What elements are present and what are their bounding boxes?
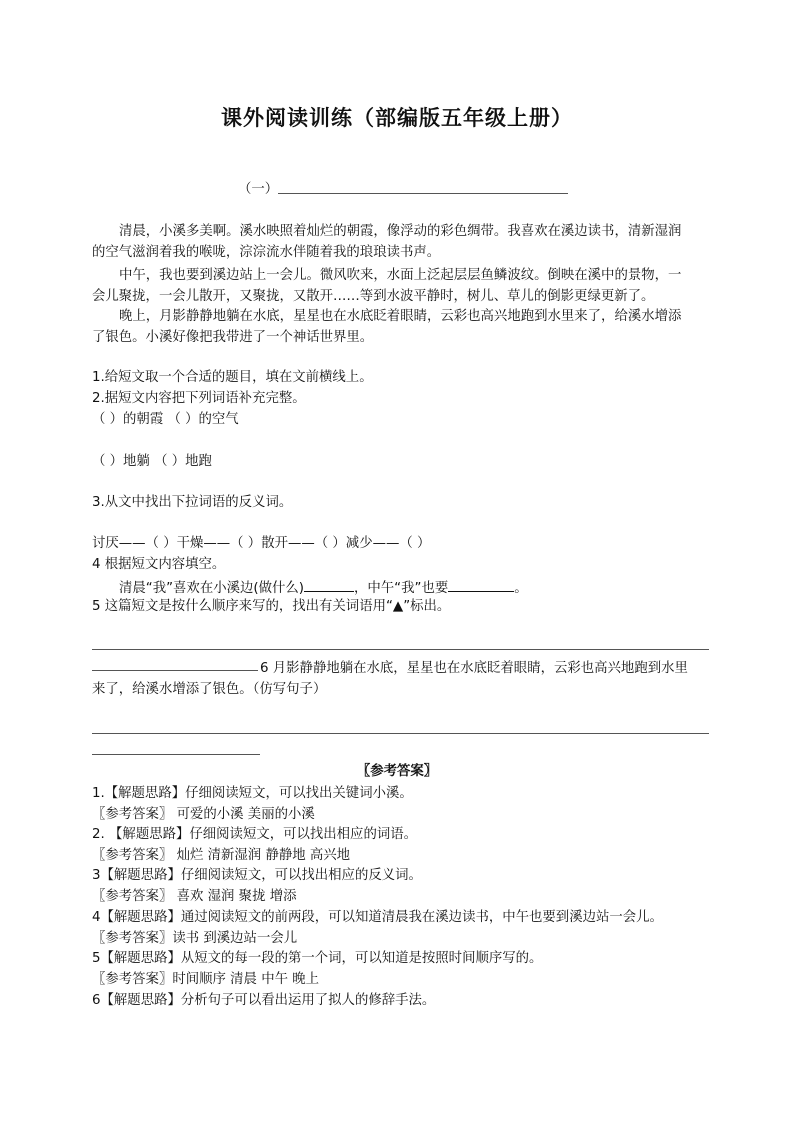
question-6-line-1: 6 月影静静地躺在水底，星星也在水底眨着眼睛，云彩也高兴地跑到水里 [260,661,688,676]
question-4-fill-prompt-c: 。 [514,581,528,596]
answer-4-idea: 4【解题思路】通过阅读短文的前两段，可以知道清晨我在溪边读书，中午也要到溪边站一会儿。 [92,910,663,925]
passage-paragraph-1-line-1: 清晨，小溪多美啊。溪水映照着灿烂的朝霞，像浮动的彩色绸带。我喜欢在溪边读书，清新湿润 [119,224,682,239]
question-4-blank-2[interactable] [448,577,514,592]
question-6-line-2: 来了，给溪水增添了银色。（仿写句子） [92,682,327,697]
answer-5-answer: 〖参考答案〗时间顺序 清晨 中午 晚上 [92,972,320,987]
passage-paragraph-3-line-2: 了银色。小溪好像把我带进了一个神话世界里。 [92,330,374,345]
question-4-blank-1[interactable] [304,577,354,592]
passage-paragraph-3-line-1: 晚上，月影静静地躺在水底，星星也在水底眨着眼睛，云彩也高兴地跑到水里来了，给溪水增添 [119,309,682,324]
question-4-fill-prompt-b: ，中午“我”也要 [354,581,449,596]
answer-4-answer: 〖参考答案〗读书 到溪边站一会儿 [92,931,298,946]
question-2-blanks-row-1: （ ）的朝霞 （ ）的空气 [92,412,239,427]
question-3: 3.从文中找出下拉词语的反义词。 [92,495,293,510]
question-5: 5 这篇短文是按什么顺序来写的，找出有关词语用“▲”标出。 [92,599,451,614]
answer-2-idea: 2. 【解题思路】仔细阅读短文，可以找出相应的词语。 [92,827,418,842]
passage-paragraph-2-line-1: 中午，我也要到溪边站上一会儿。微风吹来，水面上泛起层层鱼鳞波纹。倒映在溪中的景物，一 [119,268,682,283]
page-title: 课外阅读训练（部编版五年级上册） [221,106,573,130]
question-4-fill-prompt-a: 清晨“我”喜欢在小溪边(做什么) [119,581,305,596]
answer-line-q6-end[interactable] [92,754,260,755]
answer-6-idea: 6【解题思路】分析句子可以看出运用了拟人的修辞手法。 [92,993,436,1008]
question-4-fill-line [119,577,528,599]
passage-paragraph-2-line-2: 会儿聚拢，一会儿散开，又聚拢，又散开……等到水波平静时，树儿、草儿的倒影更绿更新了。 [92,289,655,304]
answer-3-answer: 〖参考答案〗 喜欢 湿润 聚拢 增添 [92,889,297,904]
answer-line-q5[interactable] [92,649,709,650]
passage-paragraph-1-line-2: 的空气滋润着我的喉咙，淙淙流水伴随着我的琅琅读书声。 [92,245,441,260]
answer-line-q6[interactable] [92,733,709,734]
question-2-blanks-row-2: （ ）地躺 （ ）地跑 [92,454,212,469]
answer-2-answer: 〖参考答案〗 灿烂 清新湿润 静静地 高兴地 [92,848,351,863]
section-label: （一） [238,182,279,197]
title-blank-line[interactable] [278,193,568,194]
question-1: 1.给短文取一个合适的题目，填在文前横线上。 [92,370,373,385]
answer-3-idea: 3【解题思路】仔细阅读短文，可以找出相应的反义词。 [92,868,422,883]
question-3-antonym-row: 讨厌——（ ）干燥——（ ）散开——（ ）减少——（ ） [92,536,431,551]
answers-heading: 〖参考答案〗 [356,764,438,779]
answer-1-idea: 1.【解题思路】仔细阅读短文，可以找出关键词小溪。 [92,786,413,801]
answer-5-idea: 5【解题思路】从短文的每一段的第一个词，可以知道是按照时间顺序写的。 [92,951,543,966]
answer-line-q5-end[interactable] [92,670,258,671]
question-2: 2.据短文内容把下列词语补充完整。 [92,391,306,406]
question-4: 4 根据短文内容填空。 [92,557,226,572]
answer-1-answer: 〖参考答案〗 可爱的小溪 美丽的小溪 [92,807,315,822]
